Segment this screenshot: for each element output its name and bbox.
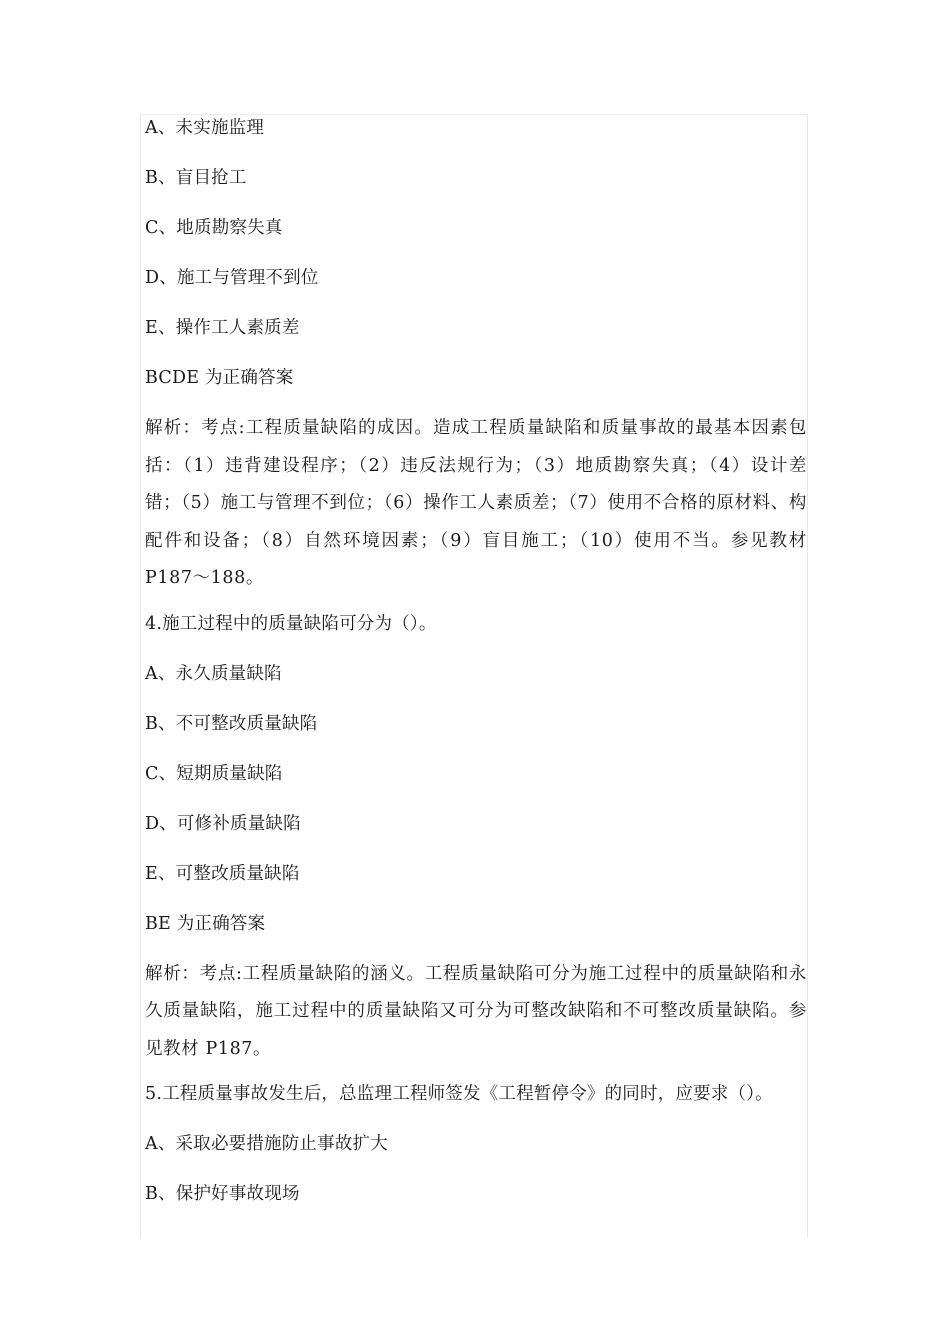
q3-option-d: D、施工与管理不到位 <box>145 268 319 288</box>
q4-analysis: 解析：考点:工程质量缺陷的涵义。工程质量缺陷可分为施工过程中的质量缺陷和永久质量缺陷，施工过程中的质量缺陷又可分为可整改缺陷和不可整改质量缺陷。参见教材 P187。 <box>145 963 807 1059</box>
q4-question: 4.施工过程中的质量缺陷可分为（）。 <box>145 613 437 634</box>
q3-option-b: B、盲目抢工 <box>145 168 247 188</box>
q3-answer: BCDE 为正确答案 <box>145 368 294 388</box>
q4-option-e: E、可整改质量缺陷 <box>145 863 300 884</box>
q5-question: 5.工程质量事故发生后，总监理工程师签发《工程暂停令》的同时，应要求（）。 <box>145 1084 773 1104</box>
q3-analysis: 解析：考点:工程质量缺陷的成因。造成工程质量缺陷和质量事故的最基本因素包括：（1）违背建设程序；（2）违反法规行为；（3）地质勘察失真；（4）设计差错；（5）施工与管理不到位；（6）操作工人素质差；（7）使用不合格的原材料、构配件和设备；（8）自然环境因素；（9）盲目施工；（10）使用不当。参见教材 P187～188。 <box>145 418 807 588</box>
q4-option-c: C、短期质量缺陷 <box>145 763 283 784</box>
q4-option-b: B、不可整改质量缺陷 <box>145 713 318 734</box>
q3-option-a: A、未实施监理 <box>145 118 265 138</box>
q4-option-a: A、永久质量缺陷 <box>145 663 282 684</box>
document-body <box>145 116 807 1232</box>
q3-option-e: E、操作工人素质差 <box>145 318 300 338</box>
q3-option-c: C、地质勘察失真 <box>145 218 283 238</box>
q4-answer: BE 为正确答案 <box>145 913 266 934</box>
q4-option-d: D、可修补质量缺陷 <box>145 813 301 834</box>
q5-option-a: A、采取必要措施防止事故扩大 <box>145 1134 388 1154</box>
q5-option-b: B、保护好事故现场 <box>145 1184 300 1204</box>
